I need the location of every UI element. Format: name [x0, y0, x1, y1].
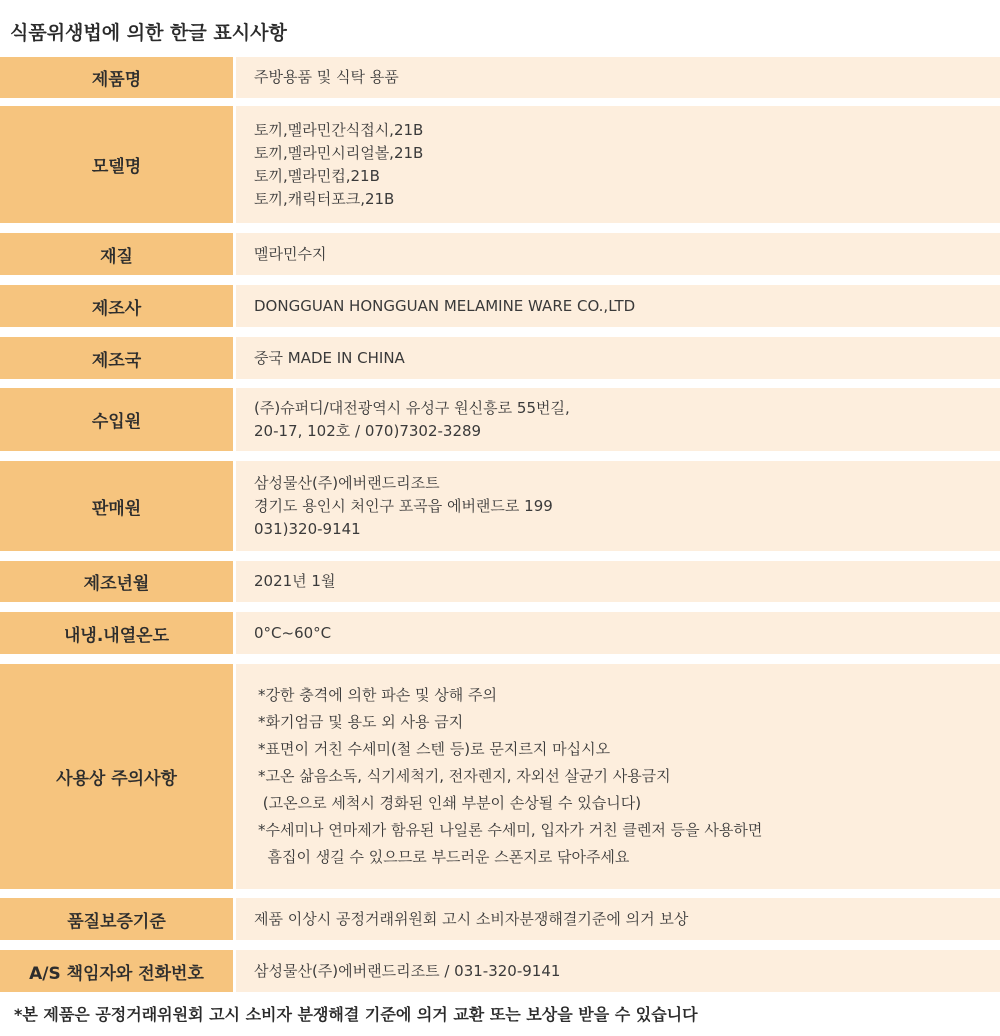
value-line: *수세미나 연마제가 함유된 나일론 수세미, 입자가 거친 클렌저 등을 사용하면: [258, 821, 763, 839]
value-line: 흠집이 생길 수 있으므로 부드러운 스폰지로 닦아주세요: [258, 848, 630, 866]
value-line: 삼성물산(주)에버랜드리조트: [254, 473, 440, 492]
value-line: *강한 충격에 의한 파손 및 상해 주의: [258, 686, 497, 704]
value-line: 주방용품 및 식탁 용품: [254, 68, 399, 86]
value-line: 중국 MADE IN CHINA: [254, 348, 405, 367]
value-line: 토끼,멜라민컵,21B: [254, 166, 380, 185]
table-row: [0, 285, 1000, 327]
row-value: [236, 461, 1000, 551]
row-label: 수입원: [0, 388, 233, 451]
page-title: 식품위생법에 의한 한글 표시사항: [10, 22, 287, 44]
row-label: 제조국: [0, 337, 233, 379]
value-line: 20-17, 102호 / 070)7302-3289: [254, 421, 482, 440]
table-row: [0, 461, 1000, 551]
table-row: [0, 561, 1000, 602]
value-line: 토끼,멜라민간식접시,21B: [254, 120, 424, 139]
value-line: 멜라민수지: [254, 244, 327, 263]
table-row: [0, 57, 1000, 98]
row-value: [236, 664, 1000, 889]
value-line: 2021년 1월: [254, 572, 336, 590]
row-value: [236, 337, 1000, 379]
row-label: A/S 책임자와 전화번호: [0, 950, 233, 992]
table-row: [0, 106, 1000, 223]
value-line: 삼성물산(주)에버랜드리조트 / 031-320-9141: [254, 961, 561, 980]
table-row: [0, 337, 1000, 379]
row-value: [236, 57, 1000, 98]
table-row: [0, 950, 1000, 992]
value-line: DONGGUAN HONGGUAN MELAMINE WARE CO.,LTD: [254, 296, 636, 315]
row-value: [236, 106, 1000, 223]
value-line: 토끼,캐릭터포크,21B: [254, 189, 395, 208]
value-line: 제품 이상시 공정거래위원회 고시 소비자분쟁해결기준에 의거 보상: [254, 909, 689, 928]
value-line: *화기엄금 및 용도 외 사용 금지: [258, 713, 464, 731]
table-row: [0, 388, 1000, 451]
row-label: 사용상 주의사항: [0, 664, 233, 889]
table-row: [0, 612, 1000, 654]
table-row: [0, 233, 1000, 275]
value-line: 031)320-9141: [254, 519, 361, 538]
value-line: *고온 삶음소독, 식기세척기, 전자렌지, 자외선 살균기 사용금지: [258, 767, 671, 785]
row-value: [236, 561, 1000, 602]
row-label: 재질: [0, 233, 233, 275]
row-label: 제품명: [0, 57, 233, 98]
row-label: 판매원: [0, 461, 233, 551]
row-value: [236, 612, 1000, 654]
table-row: [0, 664, 1000, 889]
row-value: [236, 388, 1000, 451]
row-value: [236, 285, 1000, 327]
row-value: [236, 233, 1000, 275]
value-line: *표면이 거친 수세미(철 스텐 등)로 문지르지 마십시오: [258, 740, 611, 758]
row-label: 모델명: [0, 106, 233, 223]
value-line: 토끼,멜라민시리얼볼,21B: [254, 143, 424, 162]
table-row: [0, 898, 1000, 940]
row-value: [236, 898, 1000, 940]
value-line: 0°C~60°C: [254, 623, 332, 642]
row-label: 품질보증기준: [0, 898, 233, 940]
row-label: 제조사: [0, 285, 233, 327]
value-line: (고온으로 세척시 경화된 인쇄 부분이 손상될 수 있습니다): [258, 794, 642, 812]
row-label: 제조년월: [0, 561, 233, 602]
row-label: 내냉.내열온도: [0, 612, 233, 654]
value-line: (주)슈퍼디/대전광역시 유성구 원신흥로 55번길,: [254, 398, 570, 417]
footer-note: *본 제품은 공정거래위원회 고시 소비자 분쟁해결 기준에 의거 교환 또는 보상을 받을 수 있습니다: [14, 1005, 698, 1024]
row-value: [236, 950, 1000, 992]
value-line: 경기도 용인시 처인구 포곡읍 에버랜드로 199: [254, 496, 553, 515]
